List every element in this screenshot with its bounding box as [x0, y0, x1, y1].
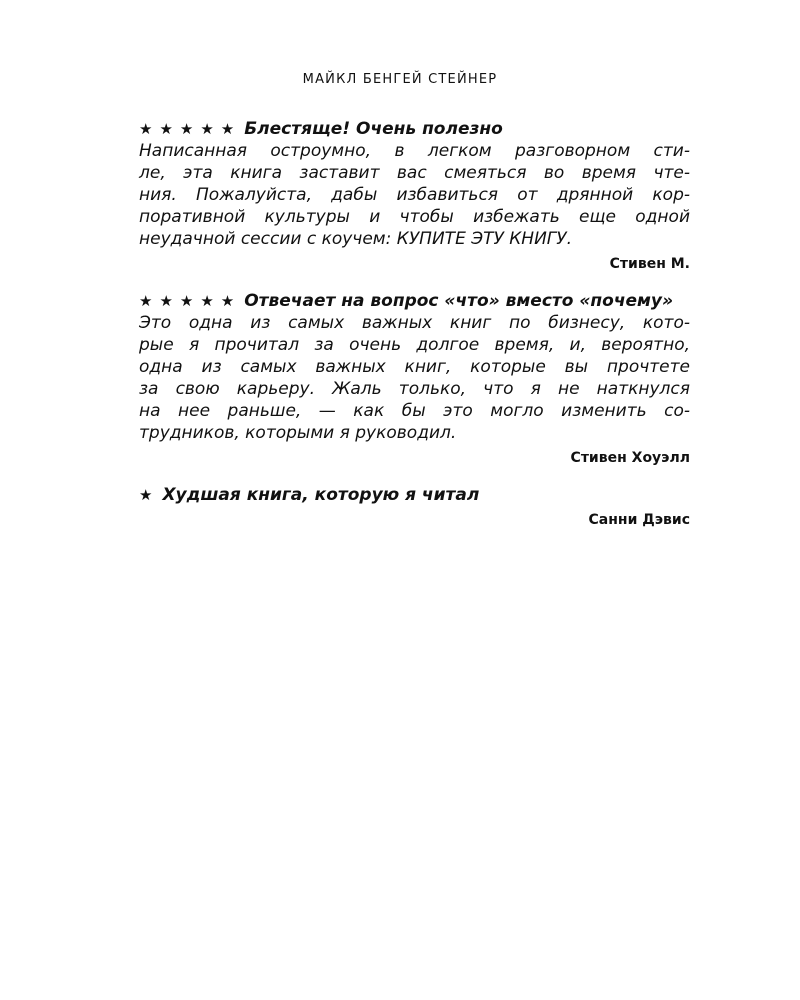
- running-head: МАЙКЛ БЕНГЕЙ СТЕЙНЕР: [302, 72, 498, 87]
- review-line: неудачной сессии с коучем: КУПИТЕ ЭТУ КНИГУ.: [139, 229, 573, 249]
- review-line: трудников, которыми я руководил.: [139, 423, 457, 443]
- review-line: на нее раньше, — как бы это могло изменить со-: [139, 401, 690, 421]
- review-body: [139, 140, 690, 250]
- review-title-text: Худшая книга, которую я читал: [162, 485, 480, 505]
- star-rating-icon: ★ ★ ★ ★ ★: [139, 292, 237, 310]
- review-line: поративной культуры и чтобы избежать еще одной: [139, 207, 690, 227]
- review-title-text: Блестяще! Очень полезно: [244, 119, 503, 139]
- review-3: [139, 484, 690, 530]
- review-line: ния. Пожалуйста, дабы избавиться от дрянной кор-: [139, 185, 690, 205]
- review-author: Стивен Хоуэлл: [570, 450, 690, 466]
- review-line: Это одна из самых важных книг по бизнесу, кото-: [139, 313, 690, 333]
- review-line: рые я прочитал за очень долгое время, и, вероятно,: [139, 335, 690, 355]
- review-author: Стивен М.: [609, 256, 690, 272]
- review-title: [139, 484, 690, 506]
- star-rating-icon: ★ ★ ★ ★ ★: [139, 120, 237, 138]
- review-body: [139, 312, 690, 444]
- review-title-text: Отвечает на вопрос «что» вместо «почему»: [244, 291, 674, 311]
- review-1: [139, 118, 690, 274]
- review-line: Написанная остроумно, в легком разговорном сти-: [139, 141, 690, 161]
- review-author: Санни Дэвис: [588, 512, 690, 528]
- review-2: [139, 290, 690, 468]
- review-title: [139, 118, 690, 140]
- review-line: за свою карьеру. Жаль только, что я не наткнулся: [139, 379, 690, 399]
- review-line: ле, эта книга заставит вас смеяться во время чте-: [139, 163, 690, 183]
- star-rating-icon: ★: [139, 486, 155, 504]
- review-title: [139, 290, 690, 312]
- reviews-list: [139, 118, 690, 546]
- review-line: одна из самых важных книг, которые вы прочтете: [139, 357, 690, 377]
